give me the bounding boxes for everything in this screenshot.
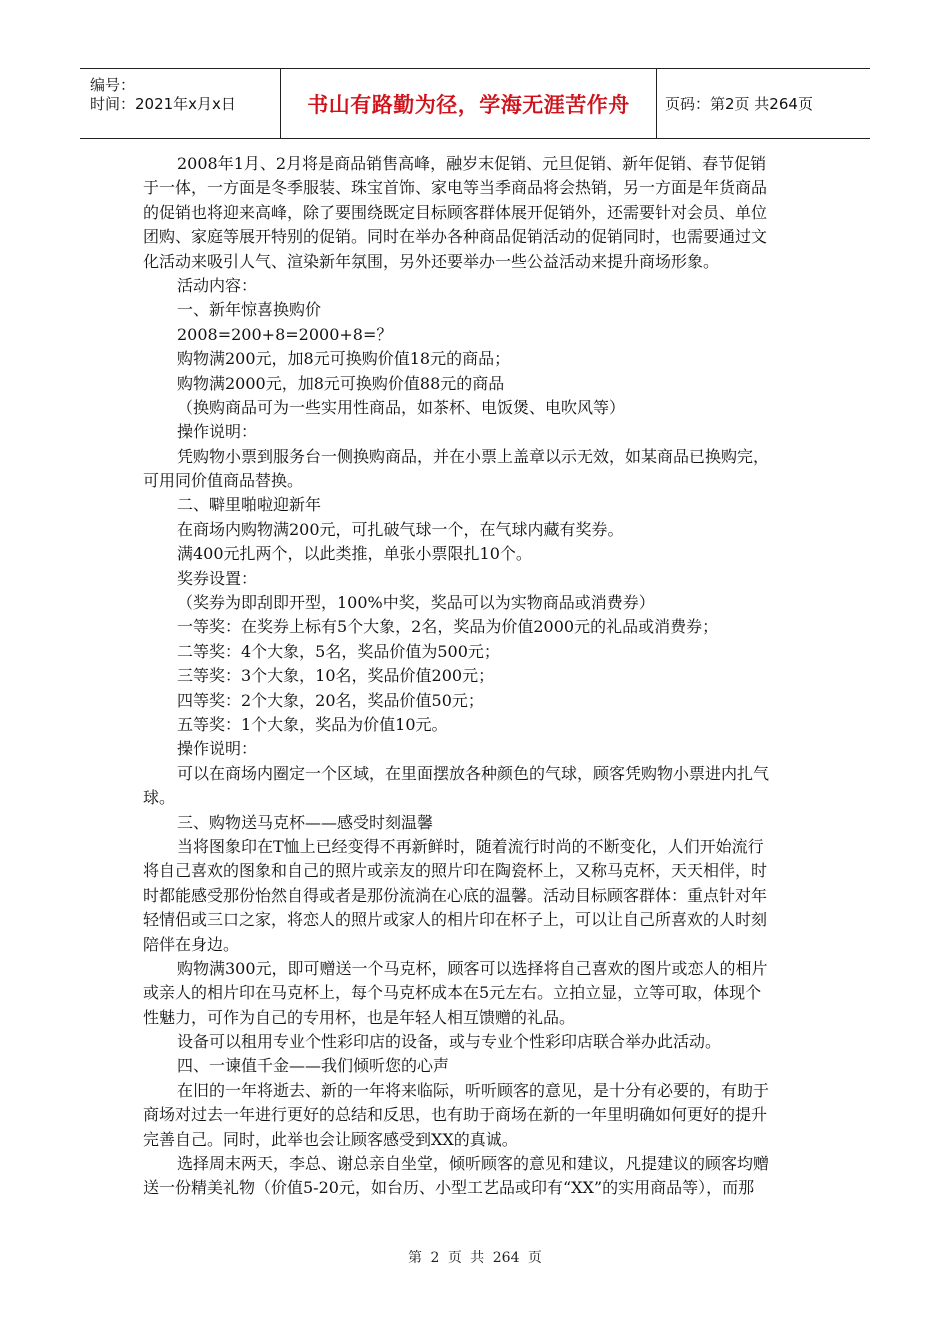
text-line: 三等奖：3个大象，10名，奖品价值200元； (177, 666, 495, 686)
header-meta (80, 69, 281, 138)
text-line: 可以在商场内圈定一个区域，在里面摆放各种颜色的气球，顾客凭购物小票进内扎气 (177, 763, 770, 783)
text-line: 将自己喜欢的图象和自己的照片或亲友的照片印在陶瓷杯上，又称马克杯，天天相伴，时 (143, 861, 768, 881)
text-line: 化活动来吸引人气、渲染新年氛围，另外还要举办一些公益活动来提升商场形象。 (143, 251, 720, 271)
text-line: 满400元扎两个，以此类推，单张小票限扎10个。 (177, 544, 532, 564)
text-line: 球。 (143, 788, 176, 808)
text-line: 购物满200元，加8元可换购价值18元的商品； (177, 349, 511, 369)
document-body (143, 152, 809, 1201)
text-line: 一等奖：在奖券上标有5个大象，2名，奖品为价值2000元的礼品或消费券； (177, 617, 719, 637)
text-line: 或亲人的相片印在马克杯上，每个马克杯成本在5元左右。立拍立显，立等可取，体现个 (143, 983, 762, 1003)
page-footer: 第 2 页 共 264 页 (408, 1250, 542, 1266)
text-line: 性魅力，可作为自己的专用杯，也是年轻人相互馈赠的礼品。 (143, 1007, 576, 1027)
text-line: 时都能感受那份怡然自得或者是那份流淌在心底的温馨。活动目标顾客群体：重点针对年 (143, 885, 768, 905)
text-line: 二、噼里啪啦迎新年 (177, 495, 322, 515)
text-line: 四等奖：2个大象，20名，奖品价值50元； (177, 690, 484, 710)
text-line: 送一份精美礼物（价值5-20元，如台历、小型工艺品或印有“XX”的实用商品等），而那 (143, 1178, 755, 1198)
text-line: 完善自己。同时，此举也会让顾客感受到XX的真诚。 (143, 1129, 518, 1149)
text-line: 活动内容： (177, 275, 258, 295)
text-line: 的促销也将迎来高峰，除了要围绕既定目标顾客群体展开促销外，还需要针对会员、单位 (143, 202, 768, 222)
text-line: 于一体，一方面是冬季服装、珠宝首饰、家电等当季商品将会热销，另一方面是年货商品 (143, 178, 768, 198)
text-line: 四、一谏值千金——我们倾听您的心声 (177, 1056, 450, 1076)
text-line: 陪伴在身边。 (143, 934, 240, 954)
text-line: 购物满300元，即可赠送一个马克杯，顾客可以选择将自己喜欢的图片或恋人的相片 (177, 958, 768, 978)
text-line: 当将图象印在T恤上已经变得不再新鲜时，随着流行时尚的不断变化，人们开始流行 (177, 836, 764, 856)
text-line: 团购、家庭等展开特别的促销。同时在举办各种商品促销活动的促销同时，也需要通过文 (143, 227, 768, 247)
document-number-label: 编号： (90, 76, 136, 94)
text-line: （奖券为即刮即开型，100%中奖，奖品可以为实物商品或消费券） (177, 593, 655, 613)
text-line: 2008=200+8=2000+8=？ (177, 324, 393, 344)
text-line: 选择周末两天，李总、谢总亲自坐堂，倾听顾客的意见和建议，凡提建议的顾客均赠 (177, 1154, 770, 1174)
text-line: 五等奖：1个大象，奖品为价值10元。 (177, 714, 448, 734)
text-line: 操作说明： (177, 739, 258, 759)
text-line: 三、购物送马克杯——感受时刻温馨 (177, 812, 434, 832)
motto-text: 书山有路勤为径，学海无涯苦作舟 (307, 92, 630, 117)
text-line: 一、新年惊喜换购价 (177, 300, 322, 320)
text-line: 可用同价值商品替换。 (143, 471, 304, 491)
text-line: 在旧的一年将逝去、新的一年将来临际，听听顾客的意见，是十分有必要的，有助于 (177, 1080, 770, 1100)
text-line: 操作说明： (177, 422, 258, 442)
text-line: 商场对过去一年进行更好的总结和反思，也有助于商场在新的一年里明确如何更好的提升 (143, 1105, 768, 1125)
document-time-label: 时间：2021年x月x日 (90, 95, 236, 113)
text-line: 轻情侣或三口之家，将恋人的照片或家人的相片印在杯子上，可以让自己所喜欢的人时刻 (143, 910, 768, 930)
page-header (80, 68, 870, 139)
text-line: 凭购物小票到服务台一侧换购商品，并在小票上盖章以示无效，如某商品已换购完， (177, 446, 770, 466)
text-line: （换购商品可为一些实用性商品，如茶杯、电饭煲、电吹风等） (177, 397, 626, 417)
text-line: 2008年1月、2月将是商品销售高峰，融岁末促销、元旦促销、新年促销、春节促销 (177, 154, 767, 173)
text-line: 二等奖：4个大象，5名，奖品价值为500元； (177, 641, 500, 661)
header-motto (281, 69, 657, 138)
text-line: 在商场内购物满200元，可扎破气球一个，在气球内藏有奖券。 (177, 519, 624, 539)
text-line: 购物满2000元，加8元可换购价值88元的商品 (177, 373, 505, 393)
text-line: 设备可以租用专业个性彩印店的设备，或与专业个性彩印店联合举办此活动。 (177, 1032, 722, 1052)
header-page-info: 页码：第2页 共264页 (665, 95, 813, 113)
text-line: 奖券设置： (177, 568, 258, 588)
